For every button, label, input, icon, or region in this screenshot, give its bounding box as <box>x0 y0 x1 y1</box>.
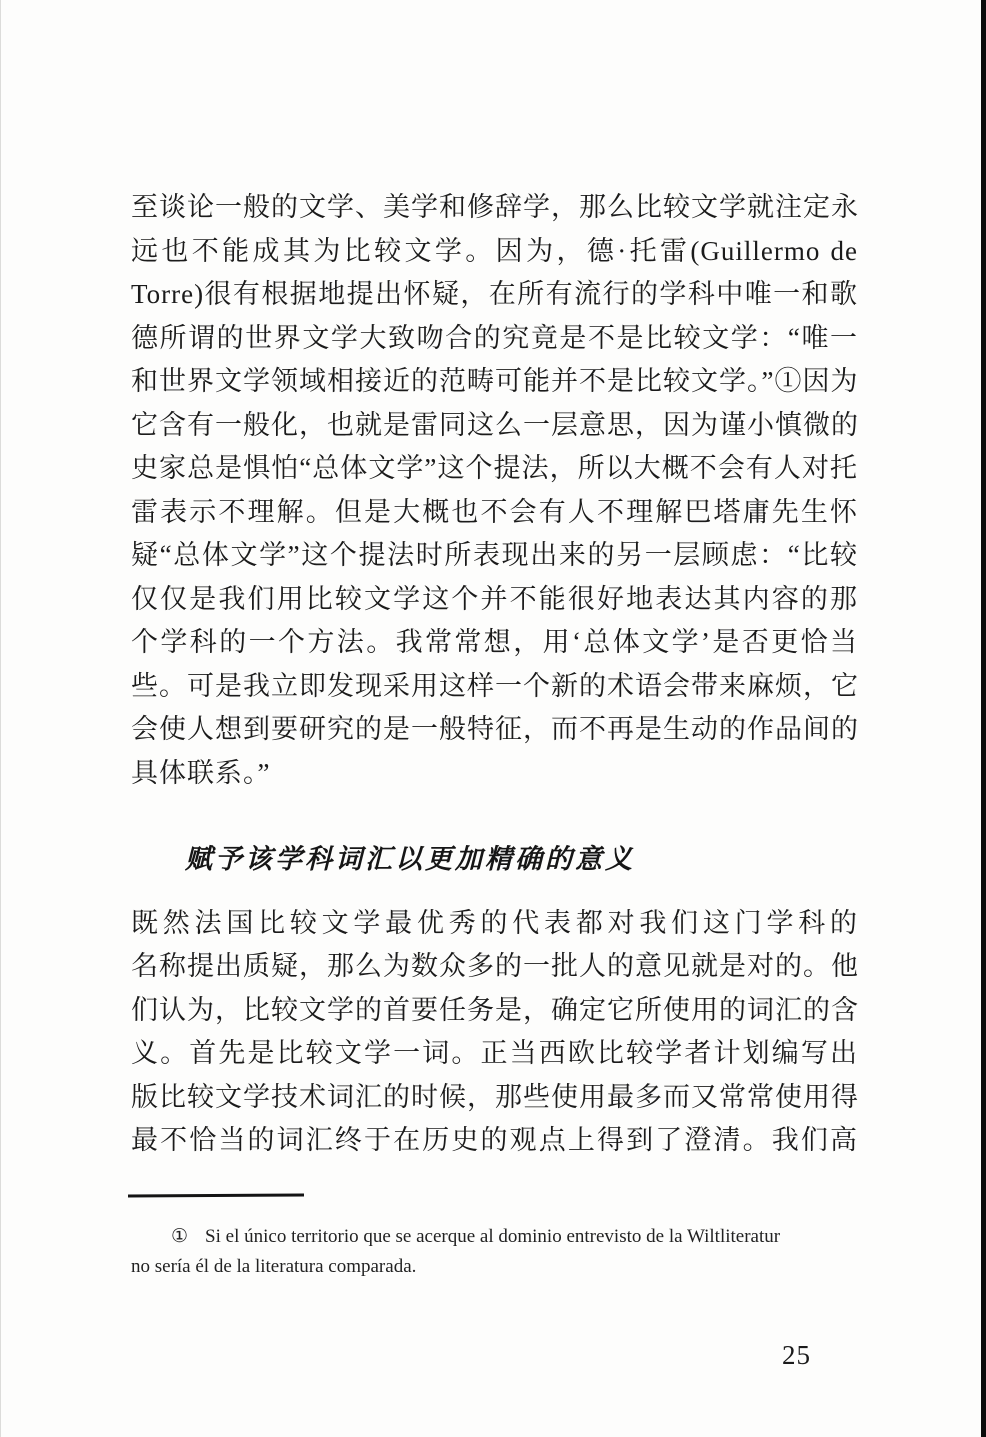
text-line: 和世界文学领域相接近的范畴可能并不是比较文学。”①因为 <box>131 366 859 396</box>
text-line: 史家总是惧怕“总体文学”这个提法，所以大概不会有人对托 <box>131 453 858 483</box>
text-line: 疑“总体文学”这个提法时所表现出来的另一层顾虑：“比较 <box>131 540 858 570</box>
text-line: 德所谓的世界文学大致吻合的究竟是不是比较文学：“唯一 <box>131 322 858 353</box>
page-number: 25 <box>782 1340 811 1370</box>
text-line: 至谈论一般的文学、美学和修辞学，那么比较文学就注定永 <box>131 192 859 222</box>
scan-left-edge-artifact <box>0 0 1 1437</box>
text-line: 既然法国比较文学最优秀的代表都对我们这门学科的 <box>131 907 858 938</box>
text-line: 些。可是我立即发现采用这样一个新的术语会带来麻烦，它 <box>131 670 859 701</box>
text-line: 个学科的一个方法。我常常想，用‘总体文学’是否更恰当 <box>131 627 858 657</box>
footnote-text-1: Si el único territorio que se acerque al dominio entrevisto de la Wiltliteratur <box>205 1226 781 1247</box>
text-line: 义。首先是比较文学一词。正当西欧比较学者计划编写出 <box>131 1038 858 1068</box>
text-line: 名称提出质疑，那么为数众多的一批人的意见就是对的。他 <box>131 951 859 981</box>
text-line: Torre)很有根据地提出怀疑，在所有流行的学科中唯一和歌 <box>131 279 858 309</box>
paragraph-continued <box>131 186 858 795</box>
text-line: 仅仅是我们用比较文学这个并不能很好地表达其内容的那 <box>131 583 858 614</box>
text-line: 最不恰当的词汇终于在历史的观点上得到了澄清。我们高 <box>131 1125 858 1155</box>
footnote-line-1 <box>131 1222 858 1252</box>
text-line: 会使人想到要研究的是一般特征，而不再是生动的作品间的 <box>131 714 859 744</box>
footnote-marker: ① <box>171 1226 189 1247</box>
main-text-block <box>131 186 858 1163</box>
footnote-line-2: no sería él de la literatura comparada. <box>131 1256 417 1277</box>
footnote-separator-rule <box>128 1194 304 1198</box>
text-line: 远也不能成其为比较文学。因为，德·托雷(Guillermo de <box>131 235 858 266</box>
section-heading: 赋予该学科词汇以更加精确的意义 <box>185 844 635 874</box>
footnote <box>131 1222 858 1282</box>
text-line: 具体联系。” <box>131 757 271 788</box>
text-line: 版比较文学技术词汇的时候，那些使用最多而又常常使用得 <box>131 1081 859 1112</box>
text-line: 它含有一般化，也就是雷同这么一层意思，因为谨小慎微的 <box>131 409 859 440</box>
paragraph-2 <box>131 902 858 1163</box>
scan-right-edge-artifact <box>981 0 986 1437</box>
text-line: 雷表示不理解。但是大概也不会有人不理解巴塔庸先生怀 <box>131 496 858 527</box>
text-line: 们认为，比较文学的首要任务是，确定它所使用的词汇的含 <box>131 994 859 1025</box>
